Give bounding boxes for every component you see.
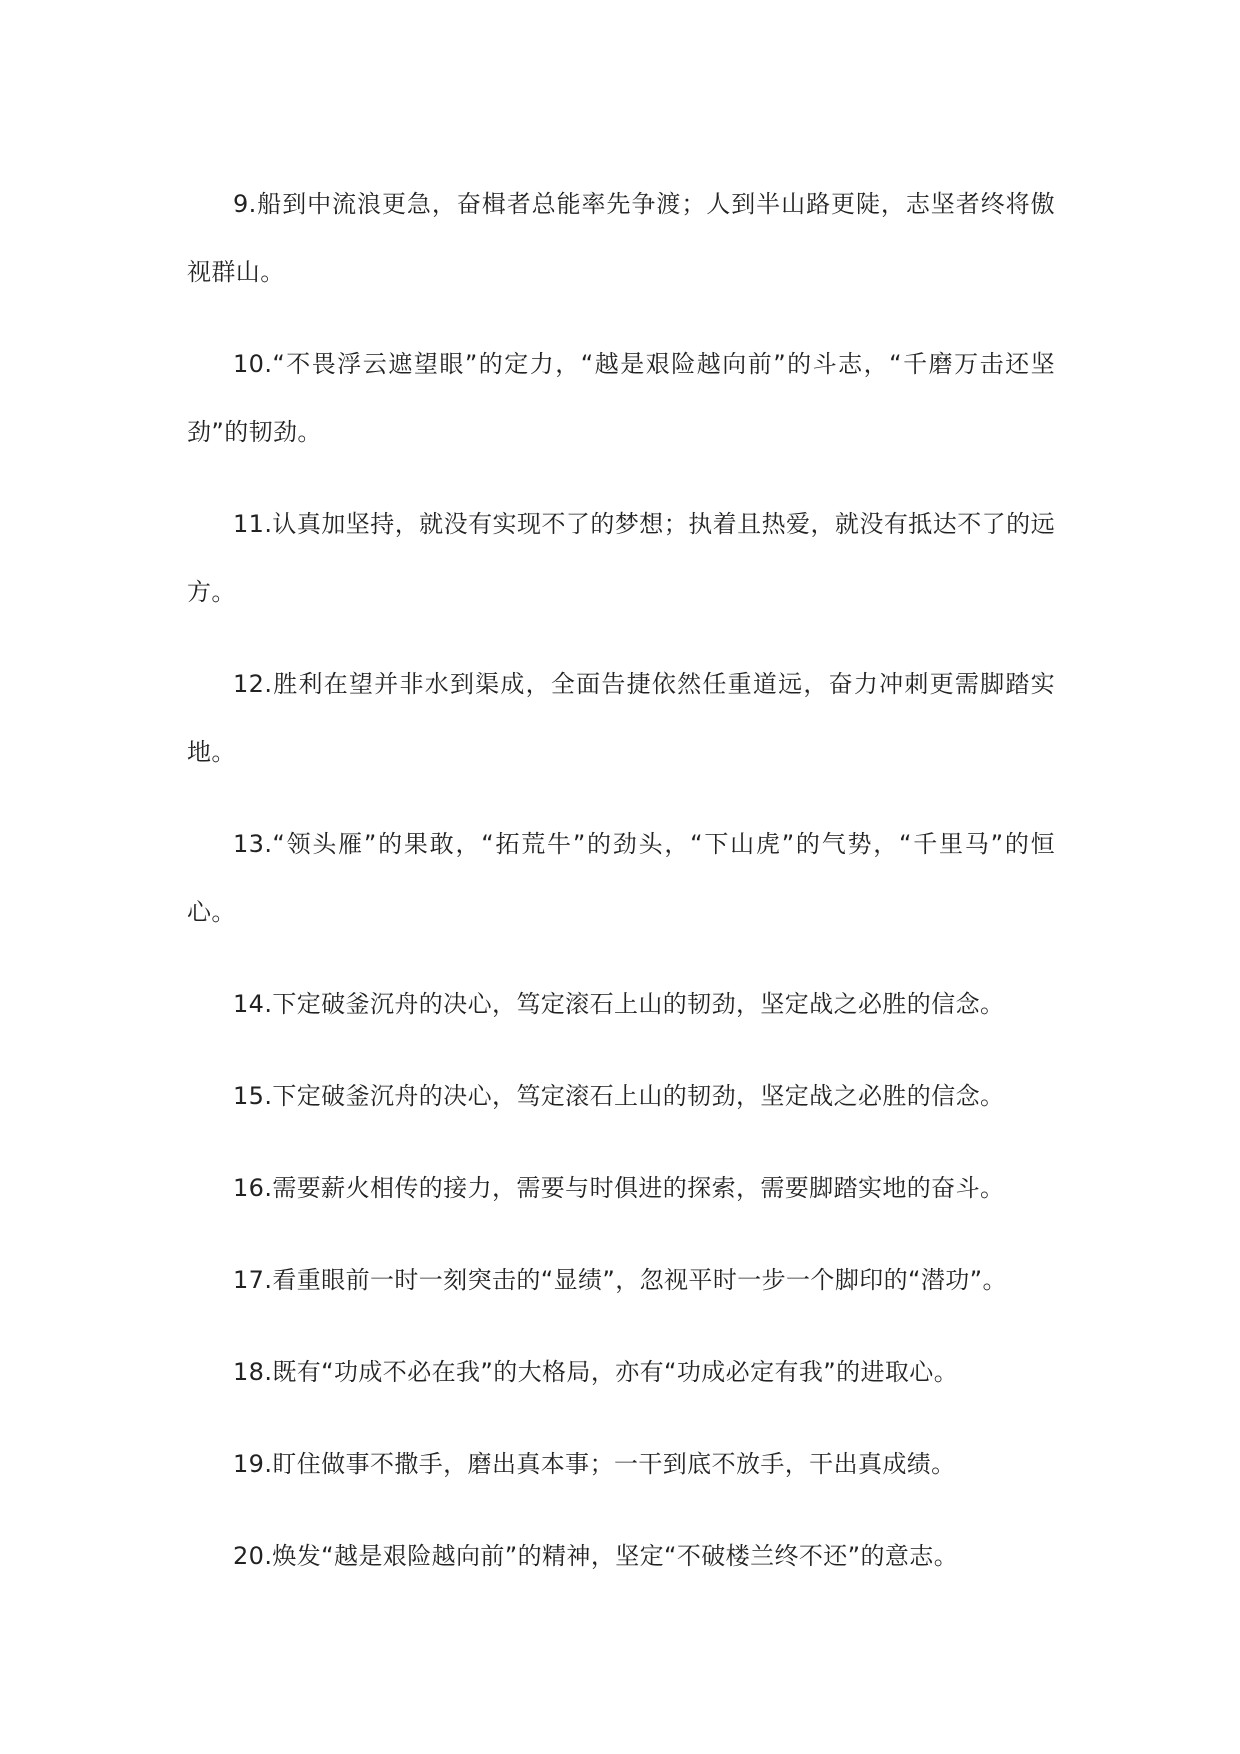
paragraph-18: 18.既有“功成不必在我”的大格局，亦有“功成必定有我”的进取心。: [233, 1358, 959, 1386]
paragraph-19: 19.盯住做事不撒手，磨出真本事；一干到底不放手，干出真成绩。: [233, 1450, 956, 1478]
paragraph-20: 20.焕发“越是艰险越向前”的精神，坚定“不破楼兰终不还”的意志。: [233, 1542, 959, 1570]
document-body: [187, 170, 1055, 1614]
paragraph-10: 10.“不畏浮云遮望眼”的定力，“越是艰险越向前”的斗志，“千磨万击还坚劲”的韧劲。: [187, 350, 1055, 446]
paragraph-11: 11.认真加坚持，就没有实现不了的梦想；执着且热爱，就没有抵达不了的远方。: [187, 510, 1055, 606]
paragraph-17: 17.看重眼前一时一刻突击的“显绩”，忽视平时一步一个脚印的“潜功”。: [233, 1266, 1007, 1294]
paragraph-13: 13.“领头雁”的果敢，“拓荒牛”的劲头，“下山虎”的气势，“千里马”的恒心。: [187, 830, 1055, 926]
paragraph-9: 9.船到中流浪更急，奋楫者总能率先争渡；人到半山路更陡，志坚者终将傲视群山。: [187, 190, 1055, 286]
paragraph-14: 14.下定破釜沉舟的决心，笃定滚石上山的韧劲，坚定战之必胜的信念。: [233, 990, 1005, 1018]
paragraph-12: 12.胜利在望并非水到渠成，全面告捷依然任重道远，奋力冲刺更需脚踏实地。: [187, 670, 1055, 766]
paragraph-16: 16.需要薪火相传的接力，需要与时俱进的探索，需要脚踏实地的奋斗。: [233, 1174, 1005, 1202]
paragraph-15: 15.下定破釜沉舟的决心，笃定滚石上山的韧劲，坚定战之必胜的信念。: [233, 1082, 1005, 1110]
